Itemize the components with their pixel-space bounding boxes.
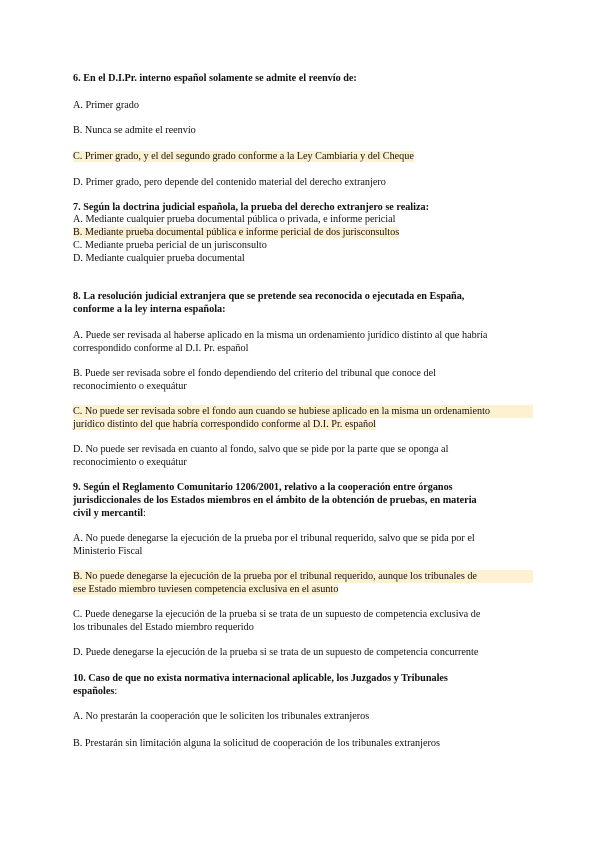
question-9-title-line-3 (73, 507, 533, 520)
answer-highlight: jurídico distinto del que habría correspondido conforme al D.I. Pr. español (73, 419, 377, 430)
question-7-option-d: D. Mediante cualquier prueba documental (73, 253, 245, 264)
question-8-title-line-1: 8. La resolución judicial extranjera que se pretende sea reconocida o ejecutada en España, (73, 291, 465, 302)
question-10-title-line-2 (73, 685, 533, 698)
question-8-option-c (73, 405, 533, 431)
question-10-title-line-1: 10. Caso de que no exista normativa internacional aplicable, los Juzgados y Tribunales (73, 673, 448, 684)
question-8-option-b (73, 367, 533, 393)
answer-highlight: ese Estado miembro tuviesen competencia exclusiva en el asunto (73, 584, 339, 595)
question-10-title-text: españoles (73, 686, 115, 697)
answer-highlight: C. Primer grado, y el del segundo grado conforme a la Ley Cambiaria y del Cheque (73, 151, 414, 162)
question-9-title-line-2: jurisdiccionales de los Estados miembros en el ámbito de la obtención de pruebas, en materia (73, 495, 477, 506)
question-6-option-d: D. Primer grado, pero depende del contenido material del derecho extranjero (73, 177, 386, 188)
question-9-colon: : (142, 508, 146, 519)
answer-highlight-line (73, 583, 533, 596)
option-line: B. Puede ser revisada sobre el fondo dependiendo del criterio del tribunal que conoce del (73, 368, 436, 379)
question-9-option-a (73, 532, 533, 558)
question-8-option-d (73, 443, 533, 469)
question-10-option-b: B. Prestarán sin limitación alguna la solicitud de cooperación de los tribunales extranjeros (73, 738, 440, 749)
question-9-option-d: D. Puede denegarse la ejecución de la prueba si se trata de un supuesto de competencia concurrente (73, 647, 479, 658)
option-line: Ministerio Fiscal (73, 546, 143, 557)
question-10-colon: : (114, 686, 118, 697)
question-6-title: 6. En el D.I.Pr. interno español solamente se admite el reenvío de: (73, 73, 357, 84)
question-6-option-b: B. Nunca se admite el reenvío (73, 125, 196, 136)
option-line: reconocimiento o exequátur (73, 457, 187, 468)
question-7-option-b (73, 226, 533, 239)
option-line: A. No puede denegarse la ejecución de la prueba por el tribunal requerido, salvo que se pida por el (73, 533, 475, 544)
option-line: correspondido conforme al D.I. Pr. español (73, 343, 249, 354)
option-line: D. No puede ser revisada en cuanto al fondo, salvo que se pide por la parte que se oponga al (73, 444, 449, 455)
question-8-option-a (73, 329, 533, 355)
question-7-option-c: C. Mediante prueba pericial de un jurisconsulto (73, 240, 267, 251)
question-6-option-c (73, 150, 533, 163)
question-10-title (73, 672, 533, 698)
question-7-title: 7. Según la doctrina judicial española, la prueba del derecho extranjero se realiza: (73, 202, 429, 213)
question-8-title (73, 290, 533, 316)
question-10-option-a: A. No prestarán la cooperación que le soliciten los tribunales extranjeros (73, 711, 370, 722)
option-line: C. Puede denegarse la ejecución de la prueba si se trata de un supuesto de competencia exclusiva de (73, 609, 481, 620)
answer-highlight: B. Mediante prueba documental pública e informe pericial de dos jurisconsultos (73, 227, 400, 238)
answer-highlight: B. No puede denegarse la ejecución de la prueba por el tribunal requerido, aunque los tribunales de (73, 570, 533, 583)
option-line: reconocimiento o exequátur (73, 381, 187, 392)
question-9-title-text: civil y mercantil (73, 508, 143, 519)
option-line: los tribunales del Estado miembro requerido (73, 622, 254, 633)
question-9-title (73, 481, 533, 520)
question-6-option-a: A. Primer grado (73, 100, 139, 111)
answer-highlight-line (73, 418, 533, 431)
question-9-option-b (73, 570, 533, 596)
question-7-option-a: A. Mediante cualquier prueba documental pública o privada, e informe pericial (73, 214, 396, 225)
option-line: A. Puede ser revisada al haberse aplicado en la misma un ordenamiento jurídico distinto al que habría (73, 330, 488, 341)
question-9-title-line-1: 9. Según el Reglamento Comunitario 1206/2001, relativo a la cooperación entre órganos (73, 482, 453, 493)
question-9-option-c (73, 608, 533, 634)
answer-highlight: C. No puede ser revisada sobre el fondo aun cuando se hubiese aplicado en la misma un ordenamiento (73, 405, 533, 418)
question-8-title-line-2: conforme a la ley interna española: (73, 304, 226, 315)
